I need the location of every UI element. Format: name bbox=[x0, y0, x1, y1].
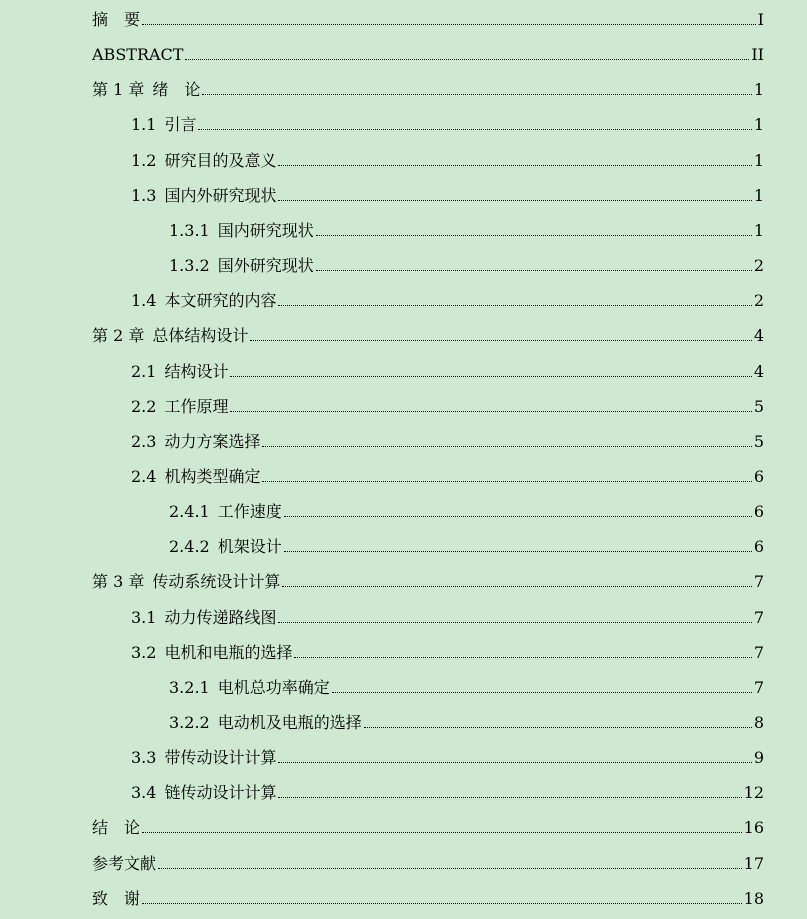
toc-entry[interactable] bbox=[0, 850, 764, 874]
toc-entry-page-number: 17 bbox=[743, 853, 764, 873]
toc-entry[interactable] bbox=[0, 111, 764, 135]
toc-entry-number: 2.4.2 bbox=[169, 537, 210, 557]
toc-entry-page-number: 2 bbox=[753, 256, 764, 276]
toc-entry-page-number: 18 bbox=[743, 888, 764, 908]
toc-entry-number: 1.4 bbox=[131, 291, 157, 311]
toc-entry-title: 研究目的及意义 bbox=[164, 150, 277, 170]
toc-entry-page-number: 12 bbox=[743, 783, 764, 803]
toc-entry-number: 1.3.1 bbox=[169, 220, 210, 240]
toc-entry-title: 国外研究现状 bbox=[217, 256, 314, 276]
toc-entry-number: 3.4 bbox=[131, 783, 157, 803]
toc-entry-number: 3.2 bbox=[131, 642, 157, 662]
toc-entry[interactable] bbox=[0, 217, 764, 241]
toc-entry[interactable] bbox=[0, 814, 764, 838]
toc-entry[interactable] bbox=[0, 393, 764, 417]
toc-entry[interactable] bbox=[0, 41, 764, 65]
toc-entry-title: ABSTRACT bbox=[92, 45, 184, 65]
toc-entry-number: 第 2 章 bbox=[92, 326, 145, 346]
toc-entry[interactable] bbox=[0, 604, 764, 628]
toc-entry-page-number: I bbox=[757, 10, 764, 29]
toc-dot-leader bbox=[332, 692, 752, 693]
toc-entry[interactable] bbox=[0, 76, 764, 100]
toc-entry-page-number: 5 bbox=[753, 396, 764, 416]
toc-entry-title: 引言 bbox=[164, 115, 197, 135]
toc-dot-leader bbox=[158, 868, 742, 869]
toc-dot-leader bbox=[278, 305, 751, 306]
toc-entry-title: 工作原理 bbox=[164, 396, 229, 416]
toc-entry-page-number: 9 bbox=[753, 748, 764, 768]
toc-dot-leader bbox=[278, 200, 751, 201]
toc-dot-leader bbox=[284, 516, 752, 517]
toc-entry-title: 本文研究的内容 bbox=[164, 291, 277, 311]
toc-dot-leader bbox=[262, 481, 751, 482]
toc-entry[interactable] bbox=[0, 639, 764, 663]
toc-entry[interactable] bbox=[0, 885, 764, 909]
toc-entry-number: 2.1 bbox=[131, 361, 157, 381]
toc-entry[interactable] bbox=[0, 428, 764, 452]
toc-entry[interactable] bbox=[0, 463, 764, 487]
toc-entry-title: 国内外研究现状 bbox=[164, 185, 277, 205]
toc-dot-leader bbox=[142, 24, 756, 25]
toc-entry-number: 3.1 bbox=[131, 607, 157, 627]
toc-dot-leader bbox=[142, 832, 742, 833]
toc-entry-page-number: 16 bbox=[743, 818, 764, 838]
toc-entry-page-number: 2 bbox=[753, 291, 764, 311]
toc-dot-leader bbox=[284, 551, 752, 552]
toc-entry-page-number: 6 bbox=[753, 537, 764, 557]
toc-entry[interactable] bbox=[0, 674, 764, 698]
toc-entry-title: 电机总功率确定 bbox=[217, 677, 330, 697]
toc-dot-leader bbox=[185, 59, 749, 60]
toc-dot-leader bbox=[278, 622, 751, 623]
toc-entry-title: 机构类型确定 bbox=[164, 466, 261, 486]
toc-entry[interactable] bbox=[0, 322, 764, 346]
toc-entry-title: 电动机及电瓶的选择 bbox=[217, 713, 362, 732]
toc-dot-leader bbox=[278, 762, 751, 763]
toc-entry-page-number: 1 bbox=[753, 115, 764, 135]
toc-entry-page-number: 4 bbox=[753, 326, 764, 346]
toc-dot-leader bbox=[316, 235, 752, 236]
toc-entry-title: 摘 要 bbox=[92, 10, 141, 29]
toc-entry-title: 链传动设计计算 bbox=[164, 783, 277, 803]
toc-dot-leader bbox=[316, 270, 752, 271]
toc-dot-leader bbox=[142, 903, 742, 904]
toc-entry-title: 动力方案选择 bbox=[164, 431, 261, 451]
toc-entry-page-number: 1 bbox=[753, 150, 764, 170]
toc-entry[interactable] bbox=[0, 287, 764, 311]
toc-entry-page-number: 1 bbox=[753, 185, 764, 205]
toc-entry[interactable] bbox=[0, 568, 764, 592]
toc-entry-page-number: 6 bbox=[753, 502, 764, 522]
toc-dot-leader bbox=[202, 94, 751, 95]
toc-dot-leader bbox=[278, 797, 741, 798]
toc-entry-title: 参考文献 bbox=[92, 853, 157, 873]
toc-entry-number: 第 1 章 bbox=[92, 80, 145, 100]
toc-entry-number: 1.3.2 bbox=[169, 256, 210, 276]
toc-entry-number: 2.4.1 bbox=[169, 502, 210, 522]
toc-dot-leader bbox=[262, 446, 751, 447]
toc-entry-number: 1.1 bbox=[131, 115, 157, 135]
toc-entry-title: 工作速度 bbox=[217, 502, 282, 522]
toc-dot-leader bbox=[294, 657, 751, 658]
toc-entry-number: 3.3 bbox=[131, 748, 157, 768]
toc-entry[interactable] bbox=[0, 147, 764, 171]
toc-dot-leader bbox=[278, 165, 751, 166]
toc-dot-leader bbox=[230, 376, 751, 377]
toc-entry[interactable] bbox=[0, 779, 764, 803]
toc-entry-title: 绪 论 bbox=[152, 80, 201, 100]
toc-entry-page-number: 5 bbox=[753, 431, 764, 451]
toc-entry-number: 2.4 bbox=[131, 466, 157, 486]
toc-entry-number: 2.3 bbox=[131, 431, 157, 451]
toc-entry-page-number: 7 bbox=[753, 642, 764, 662]
toc-entry[interactable] bbox=[0, 744, 764, 768]
toc-entry[interactable] bbox=[0, 252, 764, 276]
toc-entry-title: 致 谢 bbox=[92, 888, 141, 908]
toc-entry-number: 第 3 章 bbox=[92, 572, 145, 592]
toc-entry[interactable] bbox=[0, 533, 764, 557]
toc-entry-page-number: 7 bbox=[753, 607, 764, 627]
toc-entry-title: 带传动设计计算 bbox=[164, 748, 277, 768]
toc-entry-title: 总体结构设计 bbox=[152, 326, 249, 346]
toc-entry-number: 1.3 bbox=[131, 185, 157, 205]
toc-entry-title: 国内研究现状 bbox=[217, 220, 314, 240]
toc-entry-title: 结构设计 bbox=[164, 361, 229, 381]
toc-entry-title: 结 论 bbox=[92, 818, 141, 838]
toc-entry-page-number: 1 bbox=[753, 220, 764, 240]
toc-entry-title: 机架设计 bbox=[217, 537, 282, 557]
toc-entry-page-number: 7 bbox=[753, 572, 764, 592]
toc-entry[interactable] bbox=[0, 6, 764, 30]
toc-entry-page-number: 1 bbox=[753, 80, 764, 100]
toc-entry-title: 传动系统设计计算 bbox=[152, 572, 281, 592]
toc-dot-leader bbox=[364, 727, 752, 728]
toc-entry[interactable] bbox=[0, 182, 764, 206]
toc-entry-title: 电机和电瓶的选择 bbox=[164, 642, 293, 662]
toc-entry-page-number: II bbox=[751, 45, 764, 65]
toc-dot-leader bbox=[230, 411, 751, 412]
toc-entry[interactable] bbox=[0, 358, 764, 382]
toc-dot-leader bbox=[198, 129, 751, 130]
toc-entry-number: 3.2.2 bbox=[169, 713, 210, 732]
toc-entry-page-number: 6 bbox=[753, 466, 764, 486]
toc-entry[interactable] bbox=[0, 709, 764, 733]
toc-entry[interactable] bbox=[0, 498, 764, 522]
toc-entry-page-number: 8 bbox=[753, 713, 764, 732]
toc-dot-leader bbox=[250, 340, 751, 341]
toc-entry-page-number: 4 bbox=[753, 361, 764, 381]
toc-entry-title: 动力传递路线图 bbox=[164, 607, 277, 627]
toc-entry-number: 2.2 bbox=[131, 396, 157, 416]
toc-entry-page-number: 7 bbox=[753, 677, 764, 697]
toc-entry-number: 3.2.1 bbox=[169, 677, 210, 697]
toc-dot-leader bbox=[282, 586, 751, 587]
toc-entry-number: 1.2 bbox=[131, 150, 157, 170]
